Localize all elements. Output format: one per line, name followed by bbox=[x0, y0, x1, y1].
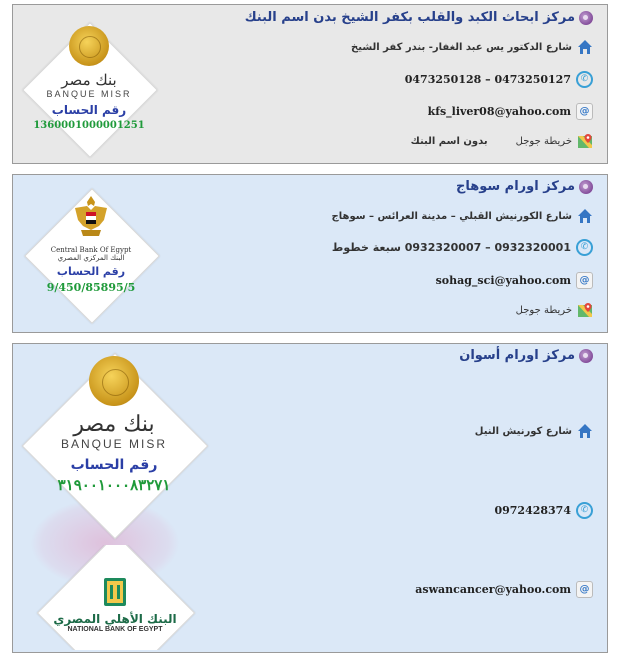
map-pin-icon bbox=[577, 133, 593, 149]
phone-icon: ✆ bbox=[576, 71, 593, 88]
email-link[interactable]: kfs_liver08@yahoo.com bbox=[427, 105, 571, 118]
bullet-icon bbox=[579, 180, 593, 194]
egypt-eagle-icon bbox=[71, 194, 111, 240]
map-row bbox=[411, 133, 593, 149]
address-row: شارع كورنيش النيل bbox=[475, 423, 593, 439]
bank-misr-seal-icon bbox=[69, 26, 109, 66]
map-pin-icon bbox=[577, 302, 593, 318]
bank-misr-badge-large: بنك مصر BANQUE MISR رقم الحساب ٣١٩٠٠١٠٠٠٨٣٢٧١ bbox=[14, 348, 214, 538]
bank-misr-badge: بنك مصر BANQUE MISR رقم الحساب 1360001000001251 bbox=[14, 14, 164, 164]
phone-number[interactable]: 0972428374 bbox=[494, 504, 571, 517]
address-row: شارع الكورنيش القبلي – مدينة العرائس – سوهاج bbox=[332, 208, 593, 224]
home-icon bbox=[577, 39, 593, 55]
home-icon bbox=[577, 208, 593, 224]
central-bank-badge: Central Bank Of Egypt البنك المركزي المصري رقم الحساب 9/450/85895/5 bbox=[16, 180, 166, 330]
google-map-link[interactable]: خريطة جوجل bbox=[515, 135, 572, 147]
national-bank-badge: البنك الأهلي المصري NATIONAL BANK OF EGYPT bbox=[20, 545, 210, 650]
phone-row bbox=[405, 71, 593, 88]
email-icon: @ bbox=[576, 103, 593, 120]
bullet-icon bbox=[579, 11, 593, 25]
email-link[interactable]: sohag_sci@yahoo.com bbox=[435, 274, 571, 287]
email-icon: @ bbox=[576, 581, 593, 598]
phone-icon: ✆ bbox=[576, 502, 593, 519]
card-title[interactable]: مركز ابحاث الكبد والقلب بكفر الشيخ بدن اسم البنك bbox=[245, 10, 593, 25]
phone-row bbox=[332, 239, 593, 256]
google-map-link[interactable]: خريطة جوجل bbox=[515, 304, 572, 316]
map-row bbox=[516, 302, 593, 318]
bank-misr-seal-icon bbox=[89, 356, 139, 406]
card-title[interactable]: مركز اورام أسوان bbox=[459, 348, 593, 363]
phone-number[interactable]: 0932320001 – 0932320007 سبعة خطوط bbox=[331, 241, 571, 254]
email-icon: @ bbox=[576, 272, 593, 289]
note-text: بدون اسم البنك bbox=[410, 135, 488, 147]
phone-row bbox=[494, 502, 593, 519]
nbe-logo-icon bbox=[103, 577, 127, 607]
phone-number[interactable]: 0473250128 – 0473250127 bbox=[404, 73, 571, 86]
email-row bbox=[415, 581, 593, 598]
home-icon bbox=[577, 423, 593, 439]
phone-icon: ✆ bbox=[576, 239, 593, 256]
email-row bbox=[436, 272, 593, 289]
card-title[interactable]: مركز اورام سوهاج bbox=[456, 179, 593, 194]
email-row bbox=[428, 103, 593, 120]
email-link[interactable]: aswancancer@yahoo.com bbox=[415, 583, 571, 596]
bullet-icon bbox=[579, 349, 593, 363]
address-row: شارع الدكتور يس عبد الغفار- بندر كفر الشيخ bbox=[351, 39, 593, 55]
